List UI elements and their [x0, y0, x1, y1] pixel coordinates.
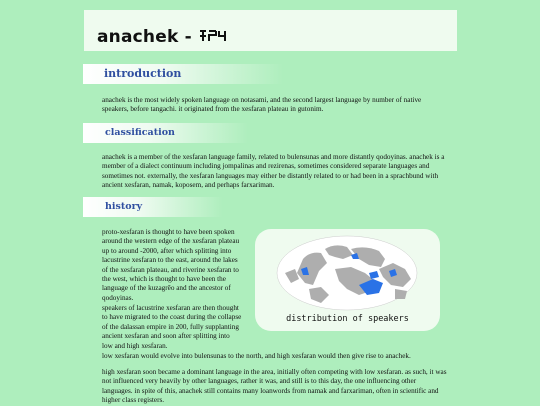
title-dash: -	[184, 27, 192, 47]
introduction-text: anachek is the most widely spoken language on notasami, and the second largest language by number of native speakers, before tangachi. it originated from the xesfaran plateau in gutonim.	[102, 96, 422, 114]
speaker-distribution-map	[255, 229, 440, 313]
history-paragraph-2-tail: low xesfaran would evolve into bulensunas to the north, and high xesfaran would then give rise to anachek.	[102, 352, 411, 360]
history-paragraph-3: high xesfaran soon became a dominant language in the area, initially often competing with low xesfaran. as such, it was not influenced very heavily by other languages, rather it was, and still is to this day, the one influencing other languages. in spite of this, anachek still contains many loanwords from namak and farxariman, often in scientific and higher class registers.	[102, 368, 447, 405]
section-heading-classification	[83, 123, 248, 143]
title-word: anachek	[97, 27, 179, 47]
introduction-heading: introduction	[104, 67, 182, 80]
page-title	[97, 27, 226, 47]
map-caption: distribution of speakers	[286, 314, 409, 324]
classification-text: anachek is a member of the xesfaran language family, related to bulensunas and more distantly qodoyinas. anachek is a member of a dialect continuum including jompalinas and rezirenas, sometimes considered separate languages and sometimes not. externally, the xesfaran languages may either be distantly related to or had been in a sprachbund with ancient xesfaran, namak, koposem, and perhaps farxariman.	[102, 153, 445, 190]
map-card	[255, 229, 440, 331]
history-paragraph-1: proto-xesfaran is thought to have been spoken around the western edge of the xesfaran plateau up to around -2000, after which splitting into lacustrine xesfaran to the east, around the lakes of the xesfaran plateau, and riverine xesfaran to the west, which is thought to have been the language of the kuzagrēo and the ancestor of qodoyinas.	[102, 228, 240, 302]
section-heading-history	[83, 197, 223, 217]
classification-heading: classification	[105, 127, 175, 138]
section-heading-introduction	[83, 64, 283, 84]
history-paragraph-2: speakers of lacustrine xesfaran are then thought to have migrated to the coast during the collapse of the dalassan empire in 200, fully supplanting ancient xesfaran and soon after splitting into low and high xesfaran.	[102, 304, 242, 350]
title-script	[198, 29, 226, 43]
history-heading: history	[105, 201, 143, 212]
title-bar	[84, 10, 457, 51]
